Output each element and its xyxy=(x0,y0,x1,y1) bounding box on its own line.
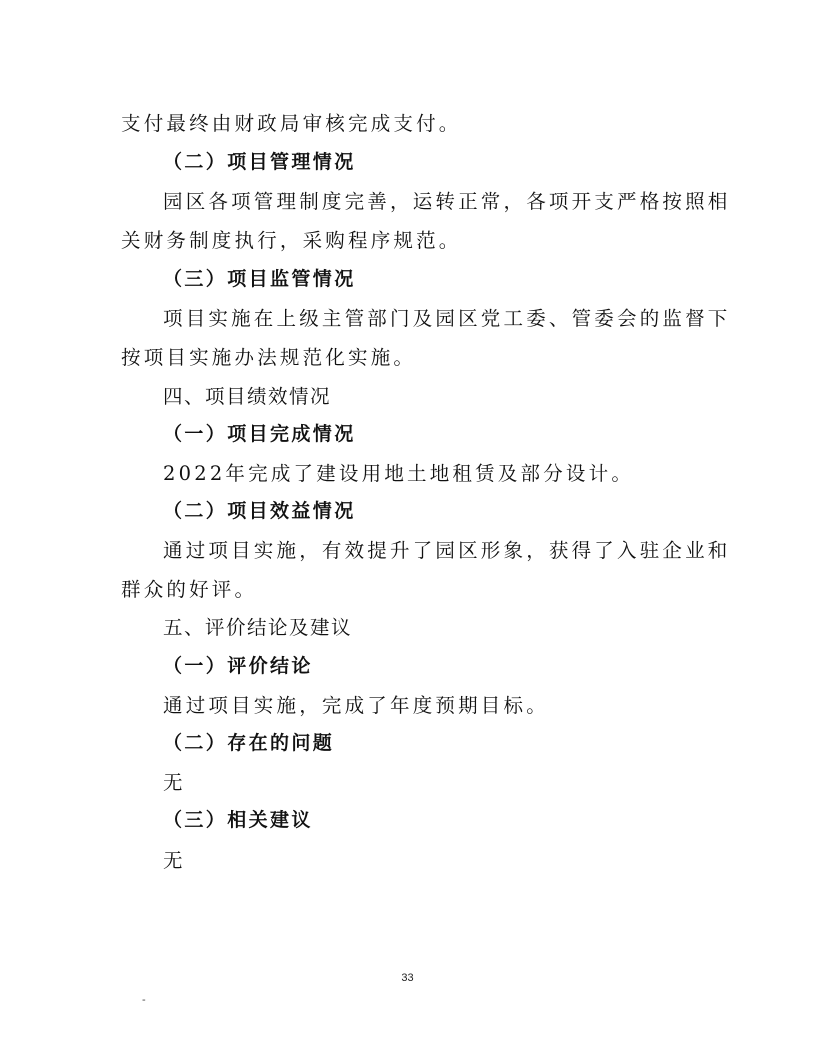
paragraph-line: 关财务制度执行，采购程序规范。 xyxy=(121,229,462,252)
subsection-heading: （二）存在的问题 xyxy=(163,732,335,754)
section-heading: 四、项目绩效情况 xyxy=(163,385,332,408)
paragraph-line: 项目实施在上级主管部门及园区党工委、管委会的监督下 xyxy=(163,307,731,330)
footer-mark: - xyxy=(142,994,146,1006)
paragraph-line: 无 xyxy=(163,771,186,794)
page-number: 33 xyxy=(401,972,414,984)
paragraph-line: 2022年完成了建设用地土地租赁及部分设计。 xyxy=(163,462,635,485)
paragraph-line: 支付最终由财政局审核完成支付。 xyxy=(121,112,462,135)
paragraph-line: 无 xyxy=(163,849,186,872)
paragraph-line: 按项目实施办法规范化实施。 xyxy=(121,346,417,369)
subsection-heading: （三）相关建议 xyxy=(163,809,313,831)
paragraph-line: 通过项目实施，有效提升了园区形象，获得了入驻企业和 xyxy=(163,539,731,562)
paragraph-line: 群众的好评。 xyxy=(121,578,258,601)
subsection-heading: （二）项目管理情况 xyxy=(163,151,356,173)
subsection-heading: （二）项目效益情况 xyxy=(163,500,356,522)
subsection-heading: （三）项目监管情况 xyxy=(163,268,356,290)
subsection-heading: （一）项目完成情况 xyxy=(163,423,356,445)
paragraph-line: 园区各项管理制度完善，运转正常，各项开支严格按照相 xyxy=(163,190,731,213)
paragraph-line: 通过项目实施，完成了年度预期目标。 xyxy=(163,694,549,717)
section-heading: 五、评价结论及建议 xyxy=(163,616,353,639)
subsection-heading: （一）评价结论 xyxy=(163,655,313,677)
